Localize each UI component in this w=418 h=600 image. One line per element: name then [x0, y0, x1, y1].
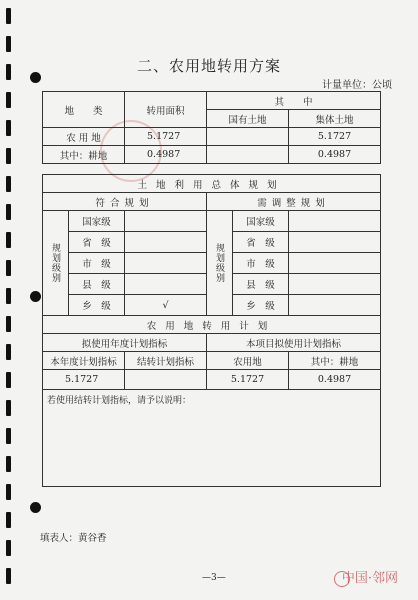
indicator-header-row — [43, 334, 381, 352]
level-label-left: 规划级别 — [43, 211, 69, 316]
planning-section-title: 土地利用总体规划 — [43, 175, 381, 193]
level-check — [289, 211, 381, 232]
indicator-subheader-row — [43, 352, 381, 370]
carryover-plan-header: 结转计划指标 — [125, 352, 207, 370]
binder-strip — [6, 316, 11, 332]
binder-strip — [6, 484, 11, 500]
unit-label: 计量单位：公顷 — [322, 80, 392, 91]
farmland-value: 5.1727 — [207, 370, 289, 390]
level-check — [125, 211, 207, 232]
level-name: 县 级 — [233, 274, 289, 295]
state-cell — [207, 146, 289, 164]
area-cell: 5.1727 — [125, 128, 207, 146]
state-owned-header: 国有土地 — [207, 110, 289, 128]
level-name: 市 级 — [69, 253, 125, 274]
punch-hole — [30, 291, 41, 302]
punch-hole — [30, 502, 41, 513]
level-name: 乡 级 — [233, 295, 289, 316]
land-type-header: 地 类 — [43, 92, 125, 128]
binder-strip — [6, 8, 11, 24]
level-name: 国家级 — [69, 211, 125, 232]
binder-strip — [6, 176, 11, 192]
level-name: 省 级 — [233, 232, 289, 253]
level-check — [289, 295, 381, 316]
row-label: 其中：耕地 — [43, 146, 125, 164]
header-row — [43, 92, 381, 110]
table-row — [43, 128, 381, 146]
annual-plan-header: 本年度计划指标 — [43, 352, 125, 370]
collective-cell: 0.4987 — [289, 146, 381, 164]
binder-strip — [6, 456, 11, 472]
level-check — [125, 274, 207, 295]
binder-strip — [6, 344, 11, 360]
conversion-section-title: 农用地转用计划 — [43, 316, 381, 334]
annual-value: 5.1727 — [43, 370, 125, 390]
level-check — [289, 274, 381, 295]
collective-cell: 5.1727 — [289, 128, 381, 146]
conversion-plan-table — [42, 91, 381, 487]
level-name: 国家级 — [233, 211, 289, 232]
table-row — [43, 146, 381, 164]
level-name: 省 级 — [69, 232, 125, 253]
cultivated-header: 其中：耕地 — [289, 352, 381, 370]
of-which-header: 其 中 — [207, 92, 381, 110]
binder-strip — [6, 148, 11, 164]
conforms-header: 符合规划 — [43, 193, 207, 211]
binder-strip — [6, 372, 11, 388]
level-check — [289, 253, 381, 274]
note-row — [43, 390, 381, 487]
spacer-row — [43, 164, 381, 175]
row-label: 农 用 地 — [43, 128, 125, 146]
binder-strip — [6, 36, 11, 52]
binder-strip — [6, 400, 11, 416]
binder-strip — [6, 512, 11, 528]
page-number: —3— — [202, 573, 226, 583]
watermark-text: 中国·邻网 — [341, 571, 398, 586]
needs-adjust-header: 需调整规划 — [207, 193, 381, 211]
level-name: 县 级 — [69, 274, 125, 295]
binder-strip — [6, 568, 11, 584]
binder-strip — [6, 120, 11, 136]
note-text: 若使用结转计划指标，请予以说明： — [43, 390, 381, 487]
project-indicator-header: 本项目拟使用计划指标 — [207, 334, 381, 352]
planned-indicator-header: 拟使用年度计划指标 — [43, 334, 207, 352]
level-row — [43, 211, 381, 232]
binder-strip — [6, 92, 11, 108]
page-title: 二、农用地转用方案 — [136, 57, 281, 75]
cultivated-value: 0.4987 — [289, 370, 381, 390]
carryover-value — [125, 370, 207, 390]
collective-header: 集体土地 — [289, 110, 381, 128]
binder-strip — [6, 260, 11, 276]
level-name: 乡 级 — [69, 295, 125, 316]
level-check: √ — [125, 295, 207, 316]
farmland-header: 农用地 — [207, 352, 289, 370]
level-check — [125, 232, 207, 253]
planning-section-row — [43, 175, 381, 193]
filler-label: 填表人：黄谷香 — [40, 533, 107, 544]
area-cell: 0.4987 — [125, 146, 207, 164]
binder-strip — [6, 232, 11, 248]
converted-area-header: 转用面积 — [125, 92, 207, 128]
binder-strip — [6, 428, 11, 444]
conversion-section-row — [43, 316, 381, 334]
level-check — [289, 232, 381, 253]
binder-strip — [6, 288, 11, 304]
level-name: 市 级 — [233, 253, 289, 274]
level-label-right: 规划级别 — [207, 211, 233, 316]
indicator-value-row — [43, 370, 381, 390]
binder-strip — [6, 540, 11, 556]
level-check — [125, 253, 207, 274]
planning-header-row — [43, 193, 381, 211]
state-cell — [207, 128, 289, 146]
binder-strip — [6, 204, 11, 220]
